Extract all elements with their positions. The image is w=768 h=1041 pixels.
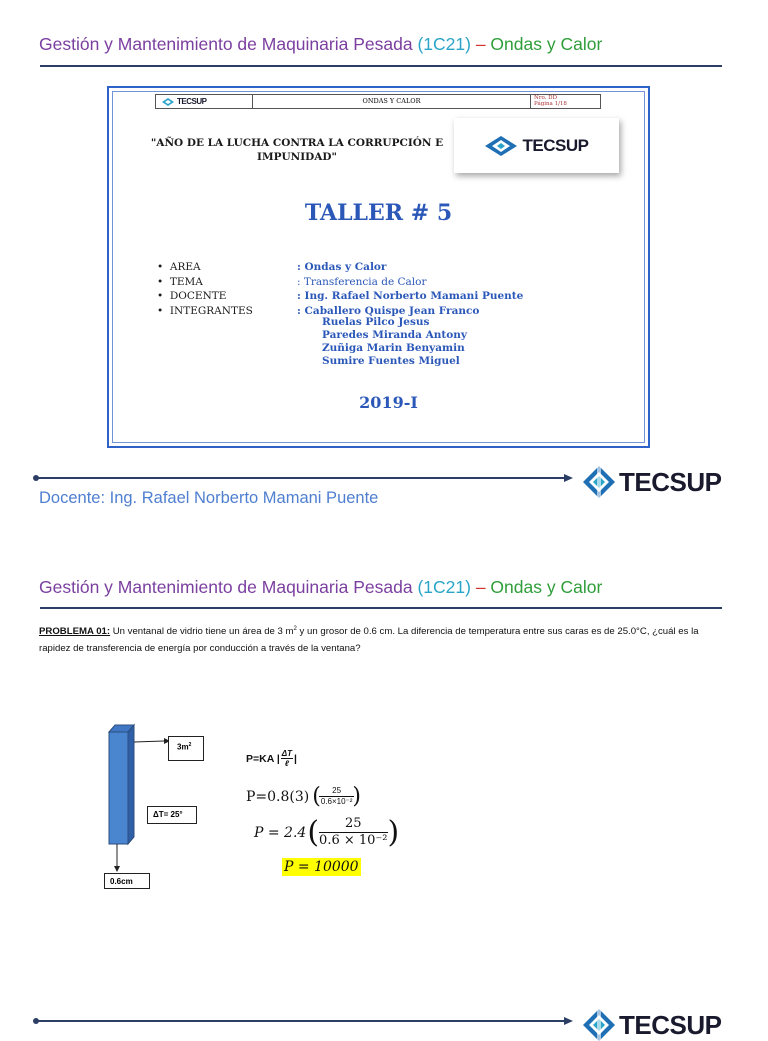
problem-label: PROBLEMA 01:	[39, 626, 111, 638]
cover-field-value: : Ing. Rafael Norberto Mamani Puente	[297, 290, 524, 302]
area-label-box: $3m^2$	[168, 736, 204, 761]
tecsup-logo-icon	[583, 466, 615, 498]
area-arrow	[134, 741, 164, 742]
cover-year: 2019-I	[359, 393, 418, 412]
thickness-label-box: 0.6cm	[104, 873, 150, 889]
page2-header	[39, 577, 602, 598]
arrow-head-icon	[114, 866, 120, 872]
footer-line	[36, 1020, 566, 1022]
window-side-face	[128, 725, 134, 844]
page1-header	[39, 34, 602, 55]
problem-text-a: Un ventanal de vidrio tiene un área de 3 m	[110, 626, 294, 638]
header-rule	[40, 607, 722, 609]
tecsup-logo-icon	[485, 136, 517, 156]
header-code: (1C21)	[417, 577, 471, 597]
window-front-face	[109, 732, 128, 844]
cover-member: Sumire Fuentes Miguel	[322, 355, 460, 367]
header-dash: –	[475, 34, 486, 54]
equation-1-fraction: ΔT ℓ	[281, 749, 293, 768]
problem-sup: 2	[293, 626, 297, 632]
cover-logo-box: TECSUP	[454, 118, 619, 173]
cover-member: Paredes Miranda Antony	[322, 329, 467, 341]
header-code: (1C21)	[417, 34, 471, 54]
cover-fields	[157, 260, 523, 368]
footer-teacher: Docente: Ing. Rafael Norberto Mamani Puente	[39, 489, 379, 507]
cover-field-row	[157, 289, 523, 304]
problem-statement	[39, 621, 724, 657]
cover-page-image	[107, 86, 650, 448]
cover-members	[157, 316, 523, 368]
cover-field-row	[157, 275, 523, 290]
equation-result: P = 10000	[284, 859, 359, 875]
footer-arrow-icon	[564, 474, 573, 482]
cover-member: Ruelas Pilco Jesus	[322, 316, 430, 328]
problem-text-b: y un grosor de 0.6 cm. La diferencia de temperatura entre sus caras es de 25.0°C, ¿cuál es la rapidez de transferencia de energía por conducción a través de la ventana?	[39, 626, 699, 655]
header-rule	[40, 65, 722, 67]
header-topic: Ondas y Calor	[490, 577, 603, 597]
cover-field-label: • AREA	[157, 261, 201, 273]
equation-2-fraction: 25 0.6×10⁻²	[320, 786, 353, 806]
cover-top-logo: TECSUP	[156, 95, 253, 108]
cover-motto: "AÑO DE LA LUCHA CONTRA LA CORRUPCIÓN E IMPUNIDAD"	[150, 137, 444, 163]
cover-field-label: • DOCENTE	[157, 290, 227, 302]
header-course: Gestión y Mantenimiento de Maquinaria Pesada	[39, 34, 413, 54]
equation-3: P = 2.4 ( 25 0.6 × 10⁻² )	[254, 815, 400, 850]
cover-title: TALLER # 5	[304, 200, 453, 226]
header-dash: –	[475, 577, 486, 597]
equation-3-fraction: 25 0.6 × 10⁻²	[319, 816, 388, 848]
delta-t-label-box: ΔT= 25°	[147, 806, 197, 824]
cover-field-row	[157, 260, 523, 275]
cover-field-label: • TEMA	[157, 275, 203, 288]
cover-top-page: Nro. DD Página 1/18	[534, 95, 567, 107]
cover-field-value: : Ondas y Calor	[297, 261, 387, 273]
cover-field-label: • INTEGRANTES	[157, 304, 253, 317]
footer-logo: TECSUP	[583, 466, 721, 498]
tecsup-logo-icon	[583, 1009, 615, 1041]
tecsup-logo-icon	[162, 98, 174, 106]
footer-logo: TECSUP	[583, 1009, 721, 1041]
cover-top-bar	[155, 94, 601, 109]
equation-2: P=0.8(3) ( 25 0.6×10⁻² )	[246, 784, 362, 809]
cover-field-value: : Transferencia de Calor	[297, 275, 427, 288]
equation-1: P=KA | ΔT ℓ |	[246, 749, 297, 768]
cover-field-value: : Caballero Quispe Jean Franco	[297, 304, 480, 317]
header-topic: Ondas y Calor	[490, 34, 603, 54]
header-course: Gestión y Mantenimiento de Maquinaria Pesada	[39, 577, 413, 597]
cover-top-title: ONDAS Y CALOR	[253, 95, 531, 108]
footer-line	[36, 477, 566, 479]
cover-member: Zuñiga Marin Benyamin	[322, 342, 465, 354]
